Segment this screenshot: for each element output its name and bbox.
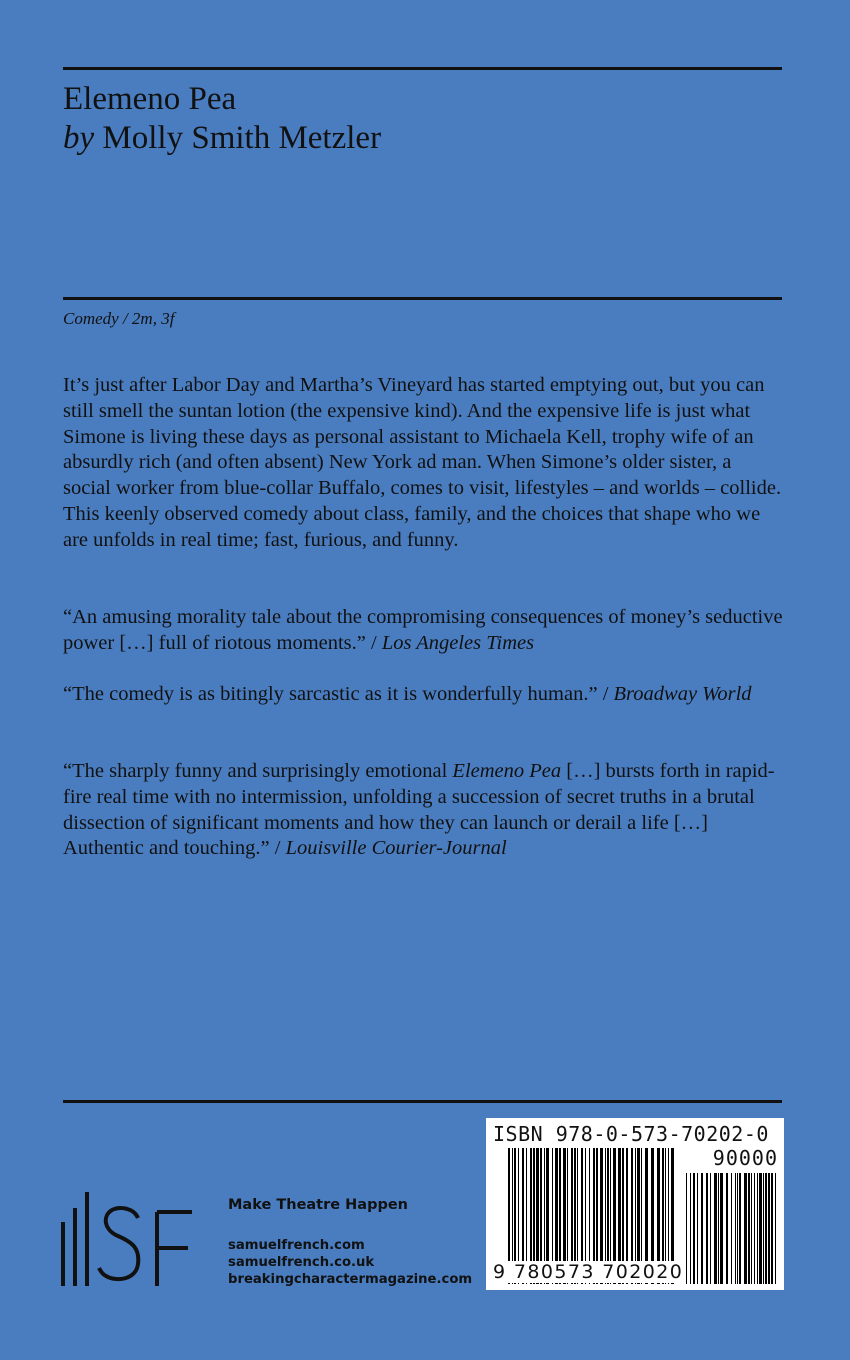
addon-bar xyxy=(686,1173,687,1284)
addon-bar xyxy=(771,1173,773,1284)
barcode-number: 9 780573 702020 xyxy=(493,1261,684,1283)
quote-title: Elemeno Pea xyxy=(452,760,562,782)
addon-bar xyxy=(720,1173,723,1284)
addon-bar xyxy=(690,1173,691,1284)
author-name: Molly Smith Metzler xyxy=(102,120,382,156)
addon-bar xyxy=(701,1173,703,1284)
top-rule xyxy=(63,67,782,70)
title-block xyxy=(63,80,381,158)
sf-logo-icon xyxy=(60,1190,195,1290)
addon-bar xyxy=(714,1173,717,1284)
quote-text: “The sharply funny and surprisingly emotional xyxy=(63,760,453,782)
addon-bar xyxy=(739,1173,741,1284)
addon-bar xyxy=(757,1173,758,1284)
barcode-addon: 90000 xyxy=(712,1146,778,1170)
isbn-barcode xyxy=(486,1118,784,1290)
quote-text-cont: […] bursts forth in rapid-fire real time with no intermission, unfolding a succession of secret truths in a brutal dissection of significant moments and how they can launch or derail a life […] Authentic and touching.” / xyxy=(63,760,775,860)
isbn-label: ISBN 978-0-573-70202-0 xyxy=(493,1122,769,1146)
addon-bar xyxy=(693,1173,695,1284)
publisher-tagline: Make Theatre Happen xyxy=(228,1197,408,1213)
bottom-rule xyxy=(63,1100,782,1103)
addon-bar xyxy=(751,1173,752,1284)
addon-bar xyxy=(726,1173,728,1284)
publisher-links xyxy=(228,1237,472,1288)
quote-source: Louisville Courier-Journal xyxy=(285,837,507,860)
addon-bar xyxy=(748,1173,750,1284)
genre-cast: Comedy / 2m, 3f xyxy=(63,309,175,328)
book-title: Elemeno Pea xyxy=(63,81,237,117)
review-quote xyxy=(63,759,783,862)
addon-bar xyxy=(735,1173,736,1284)
quote-text: “The comedy is as bitingly sarcastic as it is wonderfully human.” / xyxy=(63,683,614,705)
samuel-french-logo xyxy=(60,1190,195,1295)
addon-bar xyxy=(765,1173,767,1284)
addon-bar xyxy=(759,1173,762,1284)
link-breaking-character[interactable]: breakingcharactermagazine.com xyxy=(228,1272,473,1287)
review-quote xyxy=(63,605,783,657)
link-samuelfrench-co-uk[interactable]: samuelfrench.co.uk xyxy=(228,1255,375,1270)
quote-source: Los Angeles Times xyxy=(381,631,535,654)
addon-bar xyxy=(706,1173,708,1284)
addon-bar xyxy=(754,1173,755,1284)
addon-bar xyxy=(768,1173,770,1284)
addon-bar xyxy=(737,1173,738,1284)
addon-bar xyxy=(744,1173,747,1284)
addon-bar xyxy=(731,1173,732,1284)
synopsis: It’s just after Labor Day and Martha’s Vineyard has started emptying out, but you can still smell the suntan lotion (the expensive kind). And the expensive life is just what Simone is living these days as personal assistant to Michaela Kell, trophy wife of an absurdly rich (and often absent) New York ad man. When Simone’s older sister, a social worker from blue-collar Buffalo, comes to visit, lifestyles – and worlds – collide. This keenly observed comedy about class, family, and the choices that shape who we are unfolds in real time; fast, furious, and funny. xyxy=(63,374,782,551)
review-quote xyxy=(63,682,783,708)
middle-rule xyxy=(63,297,782,300)
quote-text: “An amusing morality tale about the compromising consequences of money’s seductive power […] full of riotous moments.” / xyxy=(63,606,783,654)
quote-source: Broadway World xyxy=(613,683,752,705)
addon-bar xyxy=(710,1173,711,1284)
addon-bar xyxy=(697,1173,698,1284)
addon-bar xyxy=(718,1173,719,1284)
link-samuelfrench-com[interactable]: samuelfrench.com xyxy=(228,1238,365,1253)
byline xyxy=(63,119,381,158)
byline-prefix: by xyxy=(63,120,95,156)
addon-bar xyxy=(775,1173,776,1284)
addon-bar xyxy=(763,1173,764,1284)
